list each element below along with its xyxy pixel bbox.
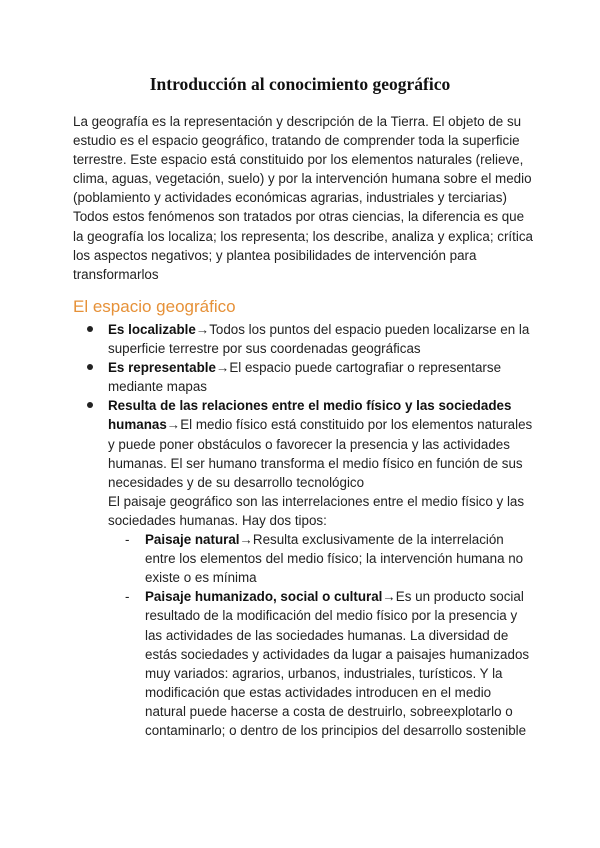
bullet-item — [73, 358, 535, 396]
sub-text: Es un producto social resultado de la modificación del medio físico por la presencia y las actividades de las sociedades humanas. La diversidad de estás sociedades y actividades da lugar a paisajes humanizados muy variados: agrarios, urbanos, industriales, turísticos. Y la modificación que estas actividades introducen en el medio natural puede hacerse a costa de destruirlo, sobreexplotarlo o contaminarlo; o dentro de los principios del desarrollo sostenible — [145, 589, 530, 738]
bullet-dot-icon — [87, 402, 93, 408]
bullet-text: El medio físico está constituido por los elementos naturales y puede poner obstáculos o favorecer la presencia y las actividades humanas. El ser humano transforma el medio físico en función de sus necesidades y de su desarrollo tecnológico — [108, 417, 533, 490]
document-title: Introducción al conocimiento geográfico — [149, 74, 451, 94]
sub-item — [108, 587, 535, 740]
bullet-text: El espacio puede cartografiar o representarse mediante mapas — [108, 360, 502, 395]
sub-item — [108, 530, 535, 587]
sub-list — [108, 530, 535, 740]
bullet-list — [73, 320, 535, 740]
arrow-glyph: → — [382, 589, 396, 605]
arrow-glyph: → — [215, 360, 230, 376]
bullet-term: Es representable — [108, 360, 216, 376]
dash-marker: - — [125, 589, 130, 605]
bullet-term: Es localizable — [108, 322, 196, 337]
arrow-glyph: → — [239, 532, 253, 548]
bullet-term: Resulta de las relaciones entre el medio físico y las sociedades humanas — [108, 398, 512, 433]
bullet-dot-icon — [87, 326, 93, 332]
arrow-glyph: → — [166, 417, 181, 433]
sub-text: Resulta exclusivamente de la interrelación entre los elementos del medio físico; la intervención humana no existe o es mínima — [145, 532, 524, 586]
sub-term: Paisaje natural — [145, 532, 240, 548]
sub-term: Paisaje humanizado, social o cultural — [145, 589, 383, 605]
bullet-extra-paragraph: El paisaje geográfico son las interrelaciones entre el medio físico y las sociedades humanas. Hay dos tipos: — [108, 493, 525, 528]
section-heading: El espacio geográfico — [73, 297, 236, 316]
bullet-text: Todos los puntos del espacio pueden localizarse en la superficie terrestre por sus coordenadas geográficas — [108, 322, 530, 357]
intro-paragraph: La geografía es la representación y descripción de la Tierra. El objeto de su estudio es el espacio geográfico, tratando de comprender toda la superficie terrestre. Este espacio está constituido por los elementos naturales (relieve, clima, aguas, vegetación, suelo) y por la intervención humana sobre el medio (poblamiento y actividades económicas agrarias, industriales y terciarias) Todos estos fenómenos son tratados por otras ciencias, la diferencia es que la geografía los localiza; los representa; los describe, analiza y explica; crítica los aspectos negativos; y plantea posibilidades de intervención para transformarlos — [73, 114, 533, 282]
bullet-dot-icon — [87, 364, 93, 370]
bullet-item — [73, 320, 535, 358]
arrow-glyph: → — [195, 322, 210, 337]
bullet-item — [73, 396, 535, 740]
dash-marker: - — [125, 532, 130, 548]
